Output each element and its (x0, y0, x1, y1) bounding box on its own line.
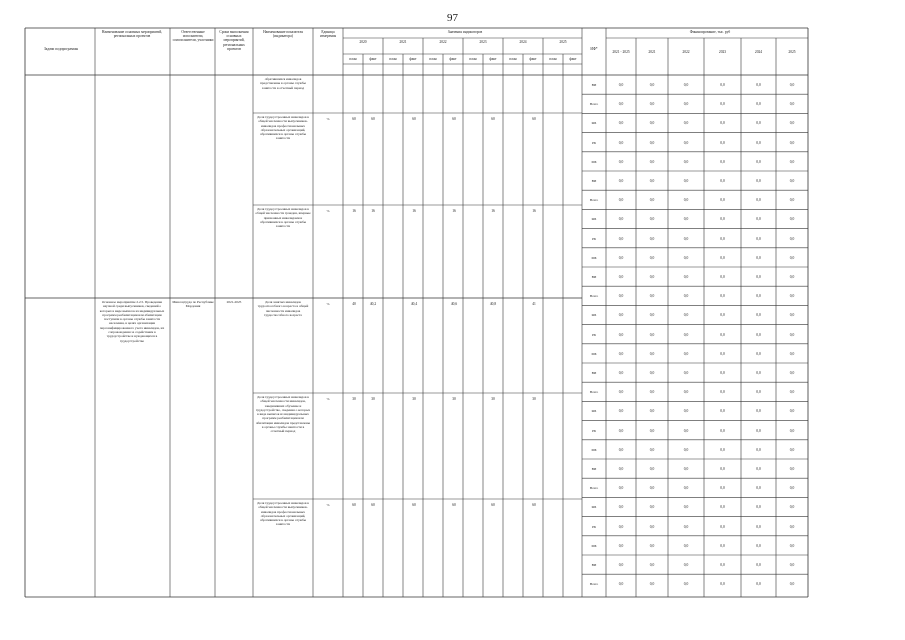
finance-value: 0,0 (618, 255, 624, 260)
finance-value: 0,0 (649, 524, 655, 529)
finance-value: 0,0 (720, 140, 725, 145)
finance-value: 0,0 (789, 255, 795, 260)
header-fin-year: 2023 (718, 50, 727, 54)
header-task: Задачи подпрограммы (43, 47, 79, 51)
header-measures: Наименование основных мероприятий, региональных проектов (101, 30, 163, 39)
header-plan: план (509, 57, 517, 61)
finance-value: 0,0 (618, 351, 624, 356)
finance-value: 0,0 (720, 159, 725, 164)
header-year: 2021 (399, 40, 407, 44)
finance-value: 0,0 (789, 313, 795, 318)
finance-value: 0,0 (618, 121, 624, 126)
finance-value: 0,0 (720, 447, 725, 452)
finance-value: 0,0 (618, 275, 624, 279)
finance-value: 0,0 (756, 255, 761, 260)
finance-value: 0,0 (720, 390, 725, 395)
finance-value: 0,0 (756, 409, 761, 414)
finance-source: Всего (589, 486, 599, 491)
header-fin-year: 2024 (754, 50, 763, 54)
indicator-name: обратившихся инвалидов представлены в органы службы занятости в отчетный период (260, 77, 306, 90)
finance-value: 0,0 (618, 198, 624, 203)
header-plan: план (549, 57, 557, 61)
finance-value: 0,0 (649, 121, 655, 126)
finance-value: 0,0 (720, 121, 725, 126)
header-fact: факт (529, 57, 537, 61)
finance-value: 0,0 (756, 140, 761, 145)
finance-value: 0,0 (649, 582, 655, 587)
header-fact: факт (409, 57, 417, 61)
finance-value: 0,0 (649, 313, 655, 318)
header-source: ИФ* (590, 47, 598, 51)
finance-value: 0,0 (683, 563, 689, 567)
finance-value: 0,0 (618, 505, 624, 510)
finance-source: МБ (591, 159, 597, 164)
header-plan: план (429, 57, 437, 61)
header-responsible: Ответственные исполнители, соисполнители, участники (172, 30, 214, 43)
finance-value: 0,0 (649, 332, 655, 337)
finance-value: 0,0 (789, 294, 795, 299)
finance-value: 0,0 (618, 371, 624, 375)
finance-source: Всего (589, 390, 599, 395)
finance-value: 0,0 (683, 505, 689, 510)
finance-value: 0,0 (756, 313, 761, 318)
indicator-value: 60 (352, 503, 356, 507)
finance-value: 0,0 (756, 351, 761, 356)
indicator-value: 60 (412, 503, 416, 507)
finance-value: 0,0 (683, 409, 689, 414)
finance-value: 0,0 (649, 371, 655, 375)
finance-value: 0,0 (720, 255, 725, 260)
finance-source: ВИ (591, 179, 597, 183)
finance-value: 0,0 (720, 179, 725, 183)
finance-source: РБ (592, 428, 596, 433)
finance-value: 0,0 (618, 179, 624, 183)
indicator-value: 40 (352, 302, 356, 306)
finance-value: 0,0 (756, 159, 761, 164)
indicator-value: 30 (491, 397, 495, 401)
header-year: 2020 (359, 40, 367, 44)
finance-value: 0,0 (756, 83, 761, 87)
finance-value: 0,0 (649, 255, 655, 260)
finance-value: 0,0 (720, 505, 725, 510)
finance-value: 0,0 (649, 351, 655, 356)
page-number: 97 (447, 12, 458, 24)
finance-source: Всего (589, 582, 599, 587)
finance-value: 0,0 (720, 563, 725, 567)
header-financing: Финансирование, тыс. руб (689, 30, 731, 34)
finance-value: 0,0 (618, 159, 624, 164)
finance-source: ФБ (591, 217, 597, 222)
finance-value: 0,0 (649, 486, 655, 491)
finance-value: 0,0 (683, 236, 689, 241)
finance-value: 0,0 (720, 294, 725, 299)
finance-value: 0,0 (789, 179, 795, 183)
header-fact: факт (369, 57, 377, 61)
finance-value: 0,0 (789, 140, 795, 145)
finance-value: 0,0 (618, 428, 624, 433)
finance-value: 0,0 (618, 294, 624, 299)
header-terms: Сроки выполнения основных мероприятий, региональных проектов (219, 30, 249, 51)
finance-value: 0,0 (683, 371, 689, 375)
finance-value: 0,0 (720, 428, 725, 433)
header-year: 2025 (559, 40, 567, 44)
finance-value: 0,0 (789, 428, 795, 433)
measure-responsible: Минсоцтруда по Республике Мордовия (172, 300, 214, 309)
indicator-value: 16 (491, 209, 495, 213)
finance-value: 0,0 (789, 351, 795, 356)
finance-value: 0,0 (756, 236, 761, 241)
finance-value: 0,0 (756, 543, 761, 548)
indicator-value: 16 (452, 209, 456, 213)
finance-value: 0,0 (649, 140, 655, 145)
header-indicator: Наименование показателя (индикатора) (263, 30, 303, 39)
finance-value: 0,0 (683, 121, 689, 126)
finance-value: 0,0 (649, 467, 655, 471)
header-year: 2024 (519, 40, 527, 44)
finance-value: 0,0 (720, 351, 725, 356)
finance-value: 0,0 (756, 217, 761, 222)
finance-value: 0,0 (683, 275, 689, 279)
finance-value: 0,0 (720, 543, 725, 548)
finance-value: 0,0 (618, 563, 624, 567)
indicator-name: Доля трудоустроенных инвалидов в общей численности выпускников-инвалидов профессиональных образовательных организаций, обратившихся в органы службы занятости (257, 501, 309, 527)
finance-value: 0,0 (649, 563, 655, 567)
finance-value: 0,0 (756, 275, 761, 279)
indicator-value: 16 (352, 209, 356, 213)
finance-value: 0,0 (756, 198, 761, 203)
finance-value: 0,0 (720, 313, 725, 318)
finance-value: 0,0 (756, 371, 761, 375)
finance-value: 0,0 (756, 332, 761, 337)
finance-value: 0,0 (618, 102, 624, 107)
finance-value: 0,0 (649, 505, 655, 510)
finance-value: 0,0 (789, 543, 795, 548)
finance-value: 0,0 (720, 198, 725, 203)
finance-value: 0,0 (683, 83, 689, 87)
finance-value: 0,0 (789, 563, 795, 567)
finance-value: 0,0 (683, 140, 689, 145)
indicator-value: 40,8 (489, 302, 497, 306)
finance-source: ВИ (591, 83, 597, 87)
finance-value: 0,0 (756, 582, 761, 587)
finance-value: 0,0 (756, 486, 761, 491)
header-indicator-values: Значения индикаторов (447, 30, 483, 34)
indicator-name: Доля занятых инвалидов трудоспособного возраста в общей численности инвалидов трудоспособного возраста (257, 300, 309, 317)
finance-value: 0,0 (720, 409, 725, 414)
indicator-value: 60 (532, 503, 536, 507)
finance-value: 0,0 (683, 351, 689, 356)
finance-source: РБ (592, 524, 596, 529)
finance-value: 0,0 (683, 102, 689, 107)
finance-source: РБ (592, 140, 596, 145)
finance-value: 0,0 (756, 294, 761, 299)
indicator-value: 16 (412, 209, 416, 213)
finance-value: 0,0 (683, 179, 689, 183)
header-unit: Единица измерения (319, 30, 337, 39)
finance-value: 0,0 (720, 467, 725, 471)
finance-value: 0,0 (683, 428, 689, 433)
finance-value: 0,0 (720, 217, 725, 222)
finance-value: 0,0 (649, 428, 655, 433)
finance-value: 0,0 (789, 332, 795, 337)
finance-source: МБ (591, 447, 597, 452)
finance-value: 0,0 (789, 390, 795, 395)
finance-value: 0,0 (618, 543, 624, 548)
finance-value: 0,0 (683, 390, 689, 395)
measure-name: Основное мероприятие 2.2.5. Проведение научной среди выпускников, сведений о которых в виде выписок из индивидуальных программ реабилитации или абилитации поступили в органы службы занятости населения, в целях организации персонифицированного учета инвалидов, их сопровождения за содействием в трудоустройстве и нуждающихся в трудоустройстве (99, 300, 165, 343)
header-fin-year: 2022 (682, 50, 690, 54)
finance-source: ВИ (591, 563, 597, 567)
finance-value: 0,0 (789, 121, 795, 126)
finance-value: 0,0 (618, 467, 624, 471)
finance-source: Всего (589, 198, 599, 203)
finance-value: 0,0 (649, 275, 655, 279)
finance-value: 0,0 (649, 159, 655, 164)
finance-value: 0,0 (649, 236, 655, 241)
indicator-value: 40,2 (369, 302, 377, 306)
finance-value: 0,0 (789, 505, 795, 510)
finance-source: ВИ (591, 371, 597, 375)
indicator-value: 16 (532, 209, 536, 213)
finance-value: 0,0 (683, 447, 689, 452)
finance-value: 0,0 (649, 447, 655, 452)
finance-value: 0,0 (618, 83, 624, 87)
indicator-value: 16 (371, 209, 375, 213)
finance-source: РБ (592, 236, 596, 241)
finance-source: ФБ (591, 313, 597, 318)
finance-value: 0,0 (720, 102, 725, 107)
finance-source: МБ (591, 351, 597, 356)
finance-value: 0,0 (683, 313, 689, 318)
measure-terms: 2021-2025 (226, 300, 242, 304)
finance-value: 0,0 (789, 159, 795, 164)
finance-value: 0,0 (720, 582, 725, 587)
header-fact: факт (489, 57, 497, 61)
finance-source: ВИ (591, 467, 597, 471)
header-fact: факт (569, 57, 577, 61)
finance-value: 0,0 (683, 524, 689, 529)
indicator-value: 40,6 (450, 302, 458, 306)
finance-value: 0,0 (618, 390, 624, 395)
indicator-unit: % (326, 503, 330, 507)
header-fact: факт (449, 57, 457, 61)
finance-value: 0,0 (789, 102, 795, 107)
finance-source: ФБ (591, 505, 597, 510)
finance-value: 0,0 (683, 198, 689, 203)
finance-value: 0,0 (720, 275, 725, 279)
finance-value: 0,0 (756, 121, 761, 126)
finance-value: 0,0 (756, 102, 761, 107)
finance-value: 0,0 (618, 486, 624, 491)
finance-value: 0,0 (720, 83, 725, 87)
finance-value: 0,0 (720, 524, 725, 529)
finance-value: 0,0 (683, 217, 689, 222)
finance-value: 0,0 (649, 179, 655, 183)
indicator-value: 60 (452, 503, 456, 507)
header-year: 2022 (439, 40, 447, 44)
finance-value: 0,0 (649, 102, 655, 107)
indicator-value: 60 (371, 503, 375, 507)
finance-value: 0,0 (756, 179, 761, 183)
indicator-value: 60 (532, 117, 536, 121)
finance-value: 0,0 (649, 543, 655, 548)
finance-source: МБ (591, 543, 597, 548)
finance-value: 0,0 (618, 524, 624, 529)
finance-value: 0,0 (683, 332, 689, 337)
indicator-value: 60 (371, 117, 375, 121)
finance-value: 0,0 (789, 371, 795, 375)
finance-value: 0,0 (720, 486, 725, 491)
finance-source: ФБ (591, 409, 597, 414)
finance-source: РБ (592, 332, 596, 337)
finance-value: 0,0 (756, 390, 761, 395)
finance-value: 0,0 (789, 198, 795, 203)
indicator-value: 60 (452, 117, 456, 121)
indicator-name: Доля трудоустроенных инвалидов в общей численности граждан, впервые признанных инвалидами и обратившихся в органы службы занятости (255, 207, 311, 229)
finance-value: 0,0 (789, 409, 795, 414)
finance-value: 0,0 (789, 275, 795, 279)
finance-value: 0,0 (789, 236, 795, 241)
header-plan: план (469, 57, 477, 61)
indicator-value: 60 (352, 117, 356, 121)
finance-value: 0,0 (683, 582, 689, 587)
finance-source: Всего (589, 294, 599, 299)
finance-value: 0,0 (683, 159, 689, 164)
finance-source: ФБ (591, 121, 597, 126)
finance-value: 0,0 (789, 217, 795, 222)
finance-value: 0,0 (618, 582, 624, 587)
header-year: 2023 (479, 40, 487, 44)
finance-value: 0,0 (649, 198, 655, 203)
finance-source: ВИ (591, 275, 597, 279)
finance-value: 0,0 (789, 447, 795, 452)
finance-value: 0,0 (683, 486, 689, 491)
header-plan: план (389, 57, 397, 61)
finance-value: 0,0 (618, 447, 624, 452)
indicator-value: 30 (412, 397, 416, 401)
indicator-value: 60 (491, 117, 495, 121)
finance-value: 0,0 (649, 409, 655, 414)
finance-value: 0,0 (756, 505, 761, 510)
indicator-value: 30 (452, 397, 456, 401)
indicator-unit: % (326, 117, 330, 121)
header-fin-year: 2021 - 2025 (612, 50, 630, 54)
header-fin-year: 2021 (648, 50, 656, 54)
indicator-name: Доля трудоустроенных инвалидов в общей численности инвалидов, завершивших обучение и трудоустройство, сведения о которых в виде выписок из индивидуальных программ реабилитации или абилитации инвалидов представлены в органы службы занятости в отчетный период (255, 395, 311, 434)
finance-value: 0,0 (720, 371, 725, 375)
finance-value: 0,0 (649, 217, 655, 222)
finance-value: 0,0 (618, 217, 624, 222)
finance-value: 0,0 (618, 409, 624, 414)
indicator-value: 60 (491, 503, 495, 507)
finance-value: 0,0 (618, 332, 624, 337)
finance-value: 0,0 (618, 313, 624, 318)
finance-value: 0,0 (720, 236, 725, 241)
indicator-value: 30 (352, 397, 356, 401)
indicator-unit: % (326, 209, 330, 213)
finance-value: 0,0 (756, 447, 761, 452)
finance-source: Всего (589, 102, 599, 107)
indicator-value: 30 (371, 397, 375, 401)
header-fin-year: 2025 (788, 50, 796, 54)
finance-value: 0,0 (789, 83, 795, 87)
finance-value: 0,0 (756, 524, 761, 529)
finance-value: 0,0 (683, 255, 689, 260)
finance-value: 0,0 (618, 140, 624, 145)
finance-value: 0,0 (649, 390, 655, 395)
indicator-unit: % (326, 397, 330, 401)
finance-value: 0,0 (789, 524, 795, 529)
finance-value: 0,0 (756, 563, 761, 567)
finance-source: МБ (591, 255, 597, 260)
finance-value: 0,0 (756, 467, 761, 471)
finance-value: 0,0 (756, 428, 761, 433)
indicator-unit: % (326, 302, 330, 306)
finance-value: 0,0 (720, 332, 725, 337)
finance-value: 0,0 (789, 486, 795, 491)
finance-value: 0,0 (618, 236, 624, 241)
finance-value: 0,0 (649, 83, 655, 87)
indicator-value: 41 (532, 302, 536, 306)
finance-value: 0,0 (789, 467, 795, 471)
finance-value: 0,0 (683, 543, 689, 548)
finance-value: 0,0 (683, 467, 689, 471)
indicator-value: 40,4 (410, 302, 418, 306)
indicator-name: Доля трудоустроенных инвалидов в общей численности выпускников-инвалидов профессиональных образовательных организаций, обратившихся в органы службы занятости (257, 115, 309, 141)
finance-value: 0,0 (683, 294, 689, 299)
finance-value: 0,0 (789, 582, 795, 587)
indicator-value: 60 (412, 117, 416, 121)
header-plan: план (349, 57, 357, 61)
indicator-value: 30 (532, 397, 536, 401)
finance-value: 0,0 (649, 294, 655, 299)
